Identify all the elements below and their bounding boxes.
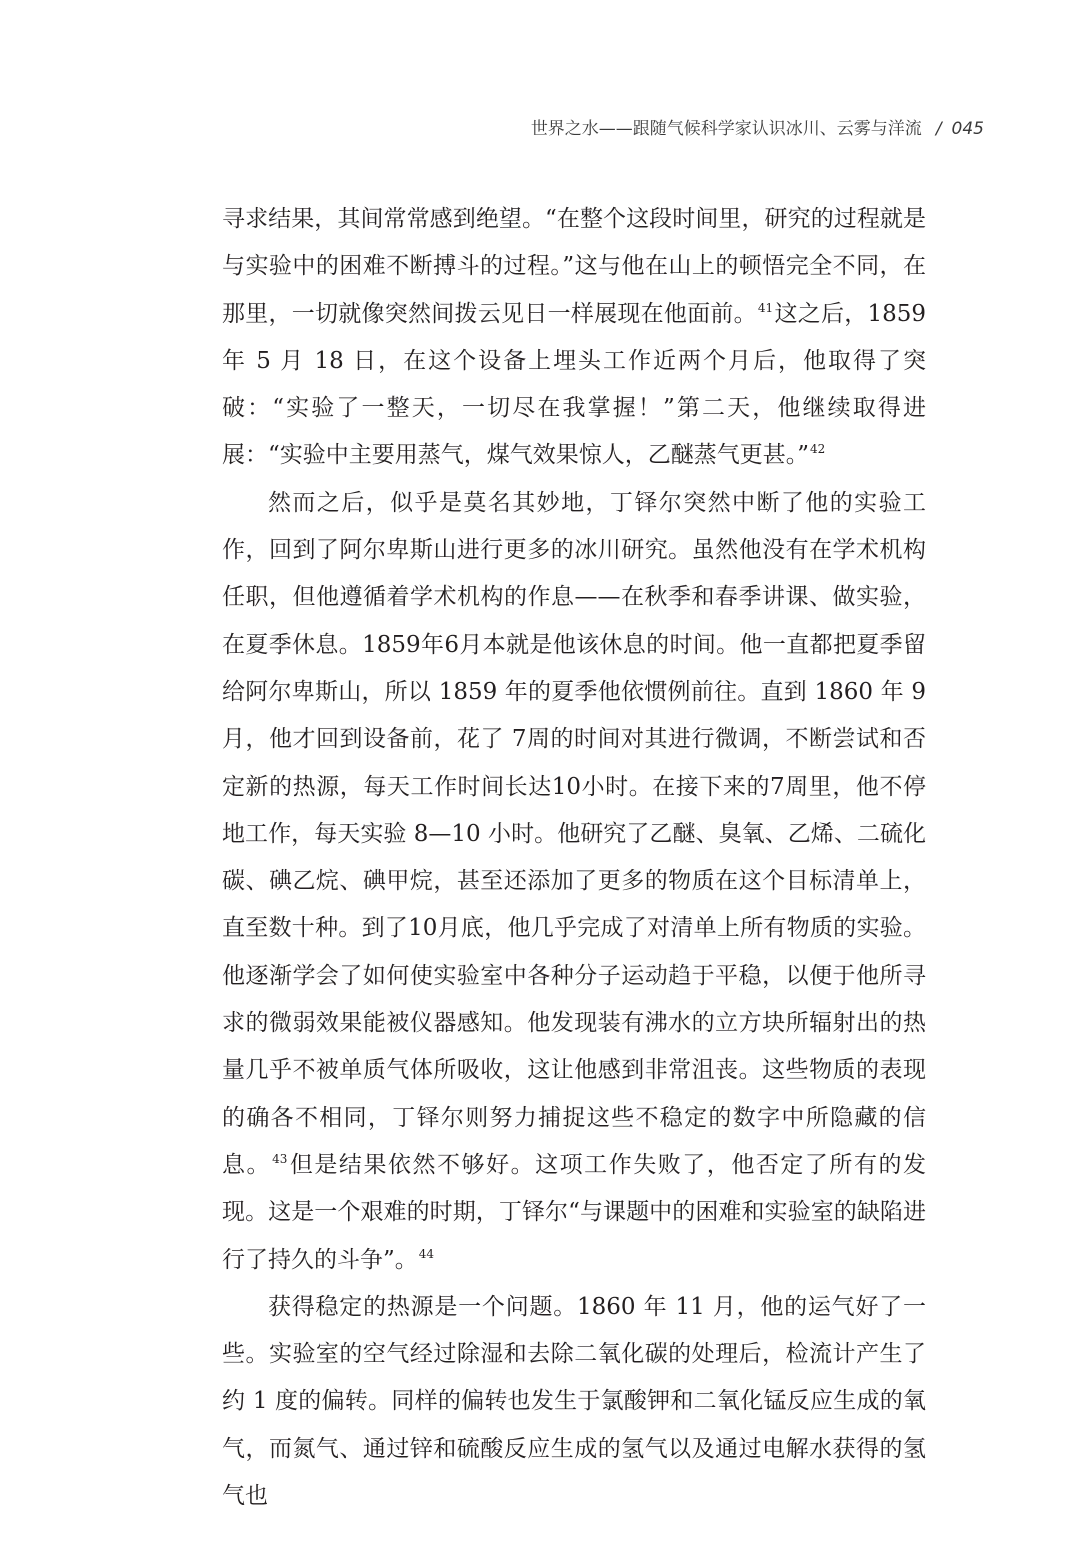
footnote-marker: 41	[757, 300, 774, 315]
footnote-marker: 44	[418, 1246, 435, 1261]
paragraph	[222, 1284, 926, 1520]
body-text	[222, 196, 926, 1520]
paragraph-text: 但是结果依然不够好。这项工作失败了，他否定了所有的发现。这是一个艰难的时期，丁铎尔“与课题中的困难和实验室的缺陷进行了持久的斗争”。	[222, 1151, 927, 1273]
paragraph-text: 寻求结果，其间常常感到绝望。“在整个这段时间里，研究的过程就是与实验中的困难不断搏斗的过程。”这与他在山上的顿悟完全不同，在那里，一切就像突然间拨云见日一样展现在他面前。	[222, 206, 926, 327]
page-number: 045	[951, 119, 984, 139]
paragraph	[222, 480, 926, 1284]
paragraph	[222, 196, 926, 480]
paragraph-text: 获得稳定的热源是一个问题。1860 年 11 月，他的运气好了一些。实验室的空气经过除湿和去除二氧化碳的处理后，检流计产生了约 1 度的偏转。同样的偏转也发生于氯酸钾和二氧化锰反应生成的氧气，而氮气、通过锌和硫酸反应生成的氢气以及通过电解水获得的氢气也	[222, 1293, 926, 1510]
paragraph-text: 这之后，1859 年 5 月 18 日，在这个设备上埋头工作近两个月后，他取得了突破：“实验了一整天，一切尽在我掌握！”第二天，他继续取得进展：“实验中主要用蒸气，煤气效果惊人，乙醚蒸气更甚。”	[222, 300, 927, 469]
running-header	[222, 112, 984, 146]
footnote-marker: 42	[810, 442, 826, 457]
footnote-marker: 43	[272, 1151, 288, 1166]
header-separator: /	[935, 119, 942, 139]
book-title: 世界之水——跟随气候科学家认识冰川、云雾与洋流	[530, 119, 922, 139]
paragraph-text: 然而之后，似乎是莫名其妙地，丁铎尔突然中断了他的实验工作，回到了阿尔卑斯山进行更多的冰川研究。虽然他没有在学术机构任职，但他遵循着学术机构的作息——在秋季和春季讲课、做实验，在夏季休息。1859年6月本就是他该休息的时间。他一直都把夏季留给阿尔卑斯山，所以 1859 年的夏季他依惯例前往。直到 1860 年 9 月，他才回到设备前，花了 7周的时间对其进行微调，不断尝试和否定新的热源，每天工作时间长达10小时。在接下来的7周里，他不停地工作，每天实验 8—10 小时。他研究了乙醚、臭氧、乙烯、二硫化碳、碘乙烷、碘甲烷，甚至还添加了更多的物质在这个目标清单上，直至数十种。到了10月底，他几乎完成了对清单上所有物质的实验。他逐渐学会了如何使实验室中各种分子运动趋于平稳，以便于他所寻求的微弱效果能被仪器感知。他发现装有沸水的立方块所辐射出的热量几乎不被单质气体所吸收，这让他感到非常沮丧。这些物质的表现的确各不相同，丁铎尔则努力捕捉这些不稳定的数字中所隐藏的信息。	[222, 489, 926, 1178]
